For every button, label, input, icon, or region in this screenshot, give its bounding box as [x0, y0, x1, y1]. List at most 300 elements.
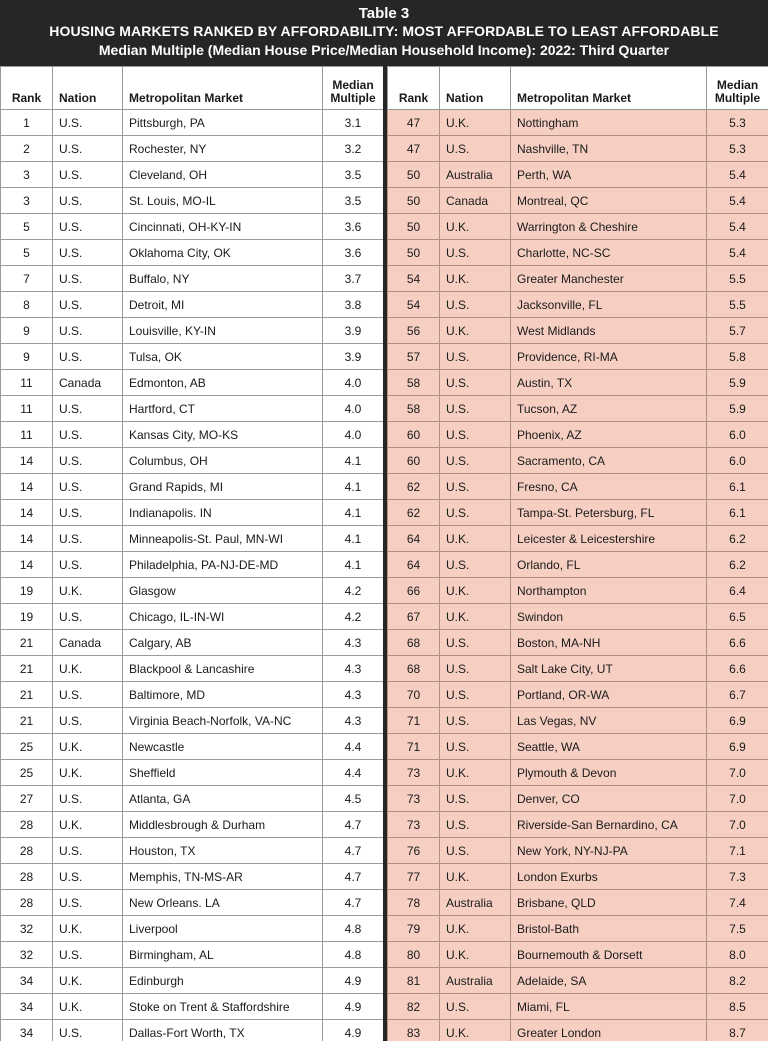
table-row — [388, 136, 768, 162]
cell-nation: U.K. — [53, 578, 123, 604]
cell-market: Northampton — [511, 578, 707, 604]
cell-multiple: 3.5 — [323, 188, 384, 214]
cell-rank: 60 — [388, 448, 440, 474]
cell-market: Newcastle — [123, 734, 323, 760]
cell-multiple: 5.4 — [707, 162, 768, 188]
cell-rank: 58 — [388, 370, 440, 396]
cell-multiple: 5.7 — [707, 318, 768, 344]
table-row — [1, 760, 384, 786]
cell-multiple: 5.4 — [707, 214, 768, 240]
cell-rank: 19 — [1, 604, 53, 630]
cell-market: Baltimore, MD — [123, 682, 323, 708]
table-row — [388, 266, 768, 292]
cell-rank: 5 — [1, 240, 53, 266]
col-header-nation: Nation — [440, 67, 511, 110]
cell-market: Middlesbrough & Durham — [123, 812, 323, 838]
cell-rank: 73 — [388, 760, 440, 786]
cell-multiple: 6.9 — [707, 708, 768, 734]
cell-multiple: 4.7 — [323, 890, 384, 916]
cell-multiple: 8.5 — [707, 994, 768, 1020]
table-row — [388, 786, 768, 812]
cell-rank: 1 — [1, 110, 53, 136]
table-row — [1, 838, 384, 864]
table-row — [1, 864, 384, 890]
cell-nation: U.S. — [53, 1020, 123, 1041]
cell-multiple: 6.0 — [707, 448, 768, 474]
cell-rank: 62 — [388, 500, 440, 526]
cell-multiple: 5.3 — [707, 110, 768, 136]
cell-nation: U.S. — [53, 500, 123, 526]
cell-rank: 54 — [388, 292, 440, 318]
cell-multiple: 4.7 — [323, 864, 384, 890]
cell-rank: 58 — [388, 396, 440, 422]
table-row — [1, 656, 384, 682]
table-row — [1, 604, 384, 630]
table-row — [1, 448, 384, 474]
cell-market: Greater Manchester — [511, 266, 707, 292]
cell-multiple: 6.6 — [707, 630, 768, 656]
cell-rank: 66 — [388, 578, 440, 604]
table-row — [388, 292, 768, 318]
cell-nation: U.K. — [440, 110, 511, 136]
cell-market: Portland, OR-WA — [511, 682, 707, 708]
table-row — [388, 890, 768, 916]
cell-rank: 8 — [1, 292, 53, 318]
cell-market: Kansas City, MO-KS — [123, 422, 323, 448]
cell-rank: 21 — [1, 682, 53, 708]
cell-multiple: 4.1 — [323, 448, 384, 474]
table-row — [388, 864, 768, 890]
cell-multiple: 7.4 — [707, 890, 768, 916]
cell-rank: 14 — [1, 500, 53, 526]
col-header-market: Metropolitan Market — [511, 67, 707, 110]
table-row — [388, 630, 768, 656]
table-row — [388, 812, 768, 838]
cell-nation: U.K. — [440, 578, 511, 604]
cell-multiple: 6.6 — [707, 656, 768, 682]
cell-rank: 79 — [388, 916, 440, 942]
cell-multiple: 6.4 — [707, 578, 768, 604]
cell-multiple: 4.1 — [323, 526, 384, 552]
right-header-row — [388, 67, 768, 110]
cell-nation: U.K. — [53, 916, 123, 942]
cell-rank: 14 — [1, 526, 53, 552]
table-row — [1, 188, 384, 214]
table-row — [1, 136, 384, 162]
cell-market: Cleveland, OH — [123, 162, 323, 188]
cell-nation: U.S. — [440, 422, 511, 448]
cell-rank: 5 — [1, 214, 53, 240]
table-row — [1, 292, 384, 318]
left-header-row — [1, 67, 384, 110]
cell-nation: U.S. — [440, 500, 511, 526]
cell-multiple: 6.1 — [707, 500, 768, 526]
cell-market: Orlando, FL — [511, 552, 707, 578]
cell-multiple: 4.1 — [323, 474, 384, 500]
cell-nation: U.S. — [53, 136, 123, 162]
cell-market: Tucson, AZ — [511, 396, 707, 422]
cell-nation: U.S. — [53, 344, 123, 370]
cell-market: Stoke on Trent & Staffordshire — [123, 994, 323, 1020]
table-row — [1, 422, 384, 448]
cell-rank: 34 — [1, 1020, 53, 1041]
table-row — [388, 968, 768, 994]
cell-multiple: 3.9 — [323, 344, 384, 370]
cell-multiple: 8.2 — [707, 968, 768, 994]
cell-nation: U.S. — [53, 890, 123, 916]
cell-nation: Australia — [440, 890, 511, 916]
table-row — [388, 760, 768, 786]
cell-nation: U.S. — [440, 474, 511, 500]
cell-multiple: 4.2 — [323, 578, 384, 604]
cell-rank: 21 — [1, 656, 53, 682]
cell-market: New York, NY-NJ-PA — [511, 838, 707, 864]
cell-rank: 21 — [1, 708, 53, 734]
cell-rank: 62 — [388, 474, 440, 500]
cell-multiple: 4.7 — [323, 812, 384, 838]
table-row — [388, 396, 768, 422]
cell-market: Tulsa, OK — [123, 344, 323, 370]
cell-nation: U.S. — [440, 838, 511, 864]
cell-market: Adelaide, SA — [511, 968, 707, 994]
cell-rank: 32 — [1, 916, 53, 942]
cell-nation: U.S. — [440, 708, 511, 734]
cell-multiple: 4.9 — [323, 1020, 384, 1041]
cell-market: Birmingham, AL — [123, 942, 323, 968]
cell-multiple: 3.9 — [323, 318, 384, 344]
cell-rank: 3 — [1, 162, 53, 188]
cell-market: Dallas-Fort Worth, TX — [123, 1020, 323, 1041]
cell-market: Calgary, AB — [123, 630, 323, 656]
cell-multiple: 4.0 — [323, 422, 384, 448]
table-row — [388, 162, 768, 188]
cell-nation: U.K. — [440, 864, 511, 890]
cell-rank: 83 — [388, 1020, 440, 1041]
table-row — [1, 396, 384, 422]
cell-market: Detroit, MI — [123, 292, 323, 318]
cell-rank: 27 — [1, 786, 53, 812]
table-row — [1, 474, 384, 500]
cell-rank: 7 — [1, 266, 53, 292]
cell-market: Leicester & Leicestershire — [511, 526, 707, 552]
cell-market: Austin, TX — [511, 370, 707, 396]
table-row — [1, 240, 384, 266]
cell-rank: 50 — [388, 188, 440, 214]
table-row — [1, 370, 384, 396]
cell-market: Chicago, IL-IN-WI — [123, 604, 323, 630]
cell-multiple: 3.8 — [323, 292, 384, 318]
cell-nation: U.S. — [440, 630, 511, 656]
cell-multiple: 8.7 — [707, 1020, 768, 1041]
table-row — [1, 942, 384, 968]
cell-multiple: 4.9 — [323, 968, 384, 994]
cell-multiple: 3.5 — [323, 162, 384, 188]
cell-market: Riverside-San Bernardino, CA — [511, 812, 707, 838]
cell-nation: Australia — [440, 162, 511, 188]
cell-rank: 34 — [1, 968, 53, 994]
cell-market: Atlanta, GA — [123, 786, 323, 812]
cell-rank: 77 — [388, 864, 440, 890]
table-title: HOUSING MARKETS RANKED BY AFFORDABILITY: MOST AFFORDABLE TO LEAST AFFORDABLE — [49, 23, 719, 39]
cell-nation: U.K. — [440, 916, 511, 942]
cell-rank: 28 — [1, 890, 53, 916]
cell-rank: 28 — [1, 812, 53, 838]
cell-multiple: 4.9 — [323, 994, 384, 1020]
cell-market: Phoenix, AZ — [511, 422, 707, 448]
table-row — [1, 110, 384, 136]
cell-nation: U.S. — [440, 812, 511, 838]
table-row — [1, 344, 384, 370]
cell-nation: U.S. — [53, 708, 123, 734]
cell-market: Miami, FL — [511, 994, 707, 1020]
right-half — [387, 66, 768, 1041]
cell-rank: 9 — [1, 318, 53, 344]
table-wrap — [0, 66, 768, 1041]
table-row — [1, 786, 384, 812]
cell-market: Indianapolis. IN — [123, 500, 323, 526]
cell-rank: 50 — [388, 214, 440, 240]
table-row — [1, 214, 384, 240]
cell-nation: U.S. — [440, 292, 511, 318]
cell-market: Columbus, OH — [123, 448, 323, 474]
table-row — [388, 656, 768, 682]
cell-nation: U.S. — [440, 240, 511, 266]
cell-multiple: 6.0 — [707, 422, 768, 448]
cell-market: Liverpool — [123, 916, 323, 942]
table-row — [388, 916, 768, 942]
cell-nation: U.S. — [53, 422, 123, 448]
table-row — [388, 318, 768, 344]
cell-rank: 68 — [388, 630, 440, 656]
col-header-market: Metropolitan Market — [123, 67, 323, 110]
cell-multiple: 7.3 — [707, 864, 768, 890]
cell-rank: 54 — [388, 266, 440, 292]
cell-multiple: 7.0 — [707, 786, 768, 812]
cell-rank: 47 — [388, 110, 440, 136]
cell-rank: 25 — [1, 734, 53, 760]
cell-market: Nashville, TN — [511, 136, 707, 162]
cell-market: Swindon — [511, 604, 707, 630]
cell-rank: 50 — [388, 240, 440, 266]
cell-nation: U.K. — [440, 942, 511, 968]
cell-nation: U.S. — [53, 240, 123, 266]
cell-multiple: 7.1 — [707, 838, 768, 864]
table-row — [388, 604, 768, 630]
cell-rank: 2 — [1, 136, 53, 162]
cell-multiple: 5.3 — [707, 136, 768, 162]
table-row — [1, 162, 384, 188]
cell-rank: 34 — [1, 994, 53, 1020]
left-half — [0, 66, 383, 1041]
cell-rank: 81 — [388, 968, 440, 994]
cell-market: Grand Rapids, MI — [123, 474, 323, 500]
table-row — [1, 526, 384, 552]
cell-market: Sheffield — [123, 760, 323, 786]
cell-rank: 25 — [1, 760, 53, 786]
cell-market: Memphis, TN-MS-AR — [123, 864, 323, 890]
cell-multiple: 3.7 — [323, 266, 384, 292]
col-header-multiple: Median Multiple — [323, 67, 384, 110]
cell-rank: 82 — [388, 994, 440, 1020]
cell-market: Glasgow — [123, 578, 323, 604]
cell-nation: U.S. — [53, 786, 123, 812]
table-row — [1, 890, 384, 916]
cell-rank: 14 — [1, 552, 53, 578]
cell-nation: U.K. — [53, 734, 123, 760]
cell-market: Charlotte, NC-SC — [511, 240, 707, 266]
cell-nation: U.K. — [440, 214, 511, 240]
cell-rank: 19 — [1, 578, 53, 604]
cell-nation: Canada — [53, 630, 123, 656]
cell-nation: U.S. — [440, 344, 511, 370]
cell-market: London Exurbs — [511, 864, 707, 890]
table-row — [388, 474, 768, 500]
table-row — [388, 344, 768, 370]
cell-nation: U.S. — [440, 786, 511, 812]
cell-rank: 68 — [388, 656, 440, 682]
cell-multiple: 5.5 — [707, 292, 768, 318]
cell-market: Hartford, CT — [123, 396, 323, 422]
cell-market: Louisville, KY-IN — [123, 318, 323, 344]
col-header-rank: Rank — [1, 67, 53, 110]
cell-rank: 64 — [388, 552, 440, 578]
cell-multiple: 4.7 — [323, 838, 384, 864]
cell-nation: U.S. — [440, 682, 511, 708]
cell-market: Philadelphia, PA-NJ-DE-MD — [123, 552, 323, 578]
cell-nation: U.S. — [440, 552, 511, 578]
cell-multiple: 4.3 — [323, 708, 384, 734]
table-row — [388, 942, 768, 968]
cell-market: Pittsburgh, PA — [123, 110, 323, 136]
table-row — [1, 552, 384, 578]
cell-market: Plymouth & Devon — [511, 760, 707, 786]
table-row — [1, 318, 384, 344]
cell-market: Oklahoma City, OK — [123, 240, 323, 266]
cell-multiple: 7.5 — [707, 916, 768, 942]
cell-multiple: 6.9 — [707, 734, 768, 760]
cell-nation: U.K. — [53, 994, 123, 1020]
cell-multiple: 3.6 — [323, 240, 384, 266]
cell-market: Montreal, QC — [511, 188, 707, 214]
table-row — [388, 188, 768, 214]
table-row — [388, 578, 768, 604]
cell-rank: 60 — [388, 422, 440, 448]
cell-nation: U.S. — [440, 136, 511, 162]
cell-nation: U.K. — [53, 760, 123, 786]
cell-market: Blackpool & Lancashire — [123, 656, 323, 682]
cell-rank: 76 — [388, 838, 440, 864]
cell-multiple: 4.5 — [323, 786, 384, 812]
cell-multiple: 5.9 — [707, 396, 768, 422]
cell-rank: 56 — [388, 318, 440, 344]
cell-nation: Canada — [53, 370, 123, 396]
table-number: Table 3 — [358, 5, 410, 22]
cell-rank: 71 — [388, 734, 440, 760]
cell-multiple: 5.4 — [707, 188, 768, 214]
left-table — [0, 66, 384, 1041]
cell-rank: 80 — [388, 942, 440, 968]
cell-multiple: 3.1 — [323, 110, 384, 136]
cell-rank: 73 — [388, 786, 440, 812]
cell-rank: 14 — [1, 448, 53, 474]
cell-nation: U.K. — [53, 656, 123, 682]
table-row — [1, 630, 384, 656]
cell-multiple: 3.6 — [323, 214, 384, 240]
cell-nation: U.S. — [53, 396, 123, 422]
table-row — [1, 708, 384, 734]
cell-multiple: 4.3 — [323, 630, 384, 656]
table-row — [1, 682, 384, 708]
cell-rank: 67 — [388, 604, 440, 630]
cell-market: Nottingham — [511, 110, 707, 136]
table-row — [388, 370, 768, 396]
table-row — [1, 968, 384, 994]
cell-nation: U.S. — [53, 942, 123, 968]
right-table — [387, 66, 768, 1041]
table-row — [388, 734, 768, 760]
cell-multiple: 5.5 — [707, 266, 768, 292]
table-row — [388, 448, 768, 474]
cell-nation: Canada — [440, 188, 511, 214]
cell-nation: U.K. — [53, 968, 123, 994]
cell-rank: 28 — [1, 838, 53, 864]
cell-multiple: 4.3 — [323, 656, 384, 682]
table-row — [388, 240, 768, 266]
cell-market: New Orleans. LA — [123, 890, 323, 916]
cell-rank: 9 — [1, 344, 53, 370]
cell-market: Minneapolis-St. Paul, MN-WI — [123, 526, 323, 552]
cell-nation: U.S. — [53, 448, 123, 474]
cell-multiple: 4.0 — [323, 396, 384, 422]
table-row — [1, 500, 384, 526]
cell-nation: U.S. — [53, 604, 123, 630]
cell-nation: U.S. — [53, 162, 123, 188]
cell-multiple: 8.0 — [707, 942, 768, 968]
cell-nation: U.K. — [440, 760, 511, 786]
cell-multiple: 4.3 — [323, 682, 384, 708]
cell-market: Cincinnati, OH-KY-IN — [123, 214, 323, 240]
table-row — [1, 1020, 384, 1041]
table-row — [388, 1020, 768, 1041]
cell-nation: U.S. — [440, 734, 511, 760]
cell-rank: 78 — [388, 890, 440, 916]
cell-market: Seattle, WA — [511, 734, 707, 760]
cell-rank: 71 — [388, 708, 440, 734]
cell-multiple: 6.5 — [707, 604, 768, 630]
cell-market: West Midlands — [511, 318, 707, 344]
cell-multiple: 5.9 — [707, 370, 768, 396]
table-row — [1, 812, 384, 838]
cell-market: Bristol-Bath — [511, 916, 707, 942]
table-row — [388, 214, 768, 240]
table-row — [388, 994, 768, 1020]
cell-rank: 70 — [388, 682, 440, 708]
cell-nation: U.K. — [53, 812, 123, 838]
col-header-multiple: Median Multiple — [707, 67, 768, 110]
cell-nation: U.K. — [440, 604, 511, 630]
table-row — [388, 682, 768, 708]
cell-nation: U.S. — [440, 448, 511, 474]
cell-nation: U.S. — [53, 682, 123, 708]
cell-multiple: 7.0 — [707, 760, 768, 786]
table-row — [1, 994, 384, 1020]
cell-market: Virginia Beach-Norfolk, VA-NC — [123, 708, 323, 734]
cell-multiple: 4.4 — [323, 734, 384, 760]
cell-multiple: 6.1 — [707, 474, 768, 500]
cell-multiple: 3.2 — [323, 136, 384, 162]
cell-nation: U.S. — [440, 656, 511, 682]
table-subtitle: Median Multiple (Median House Price/Median Household Income): 2022: Third Quarter — [98, 42, 670, 58]
